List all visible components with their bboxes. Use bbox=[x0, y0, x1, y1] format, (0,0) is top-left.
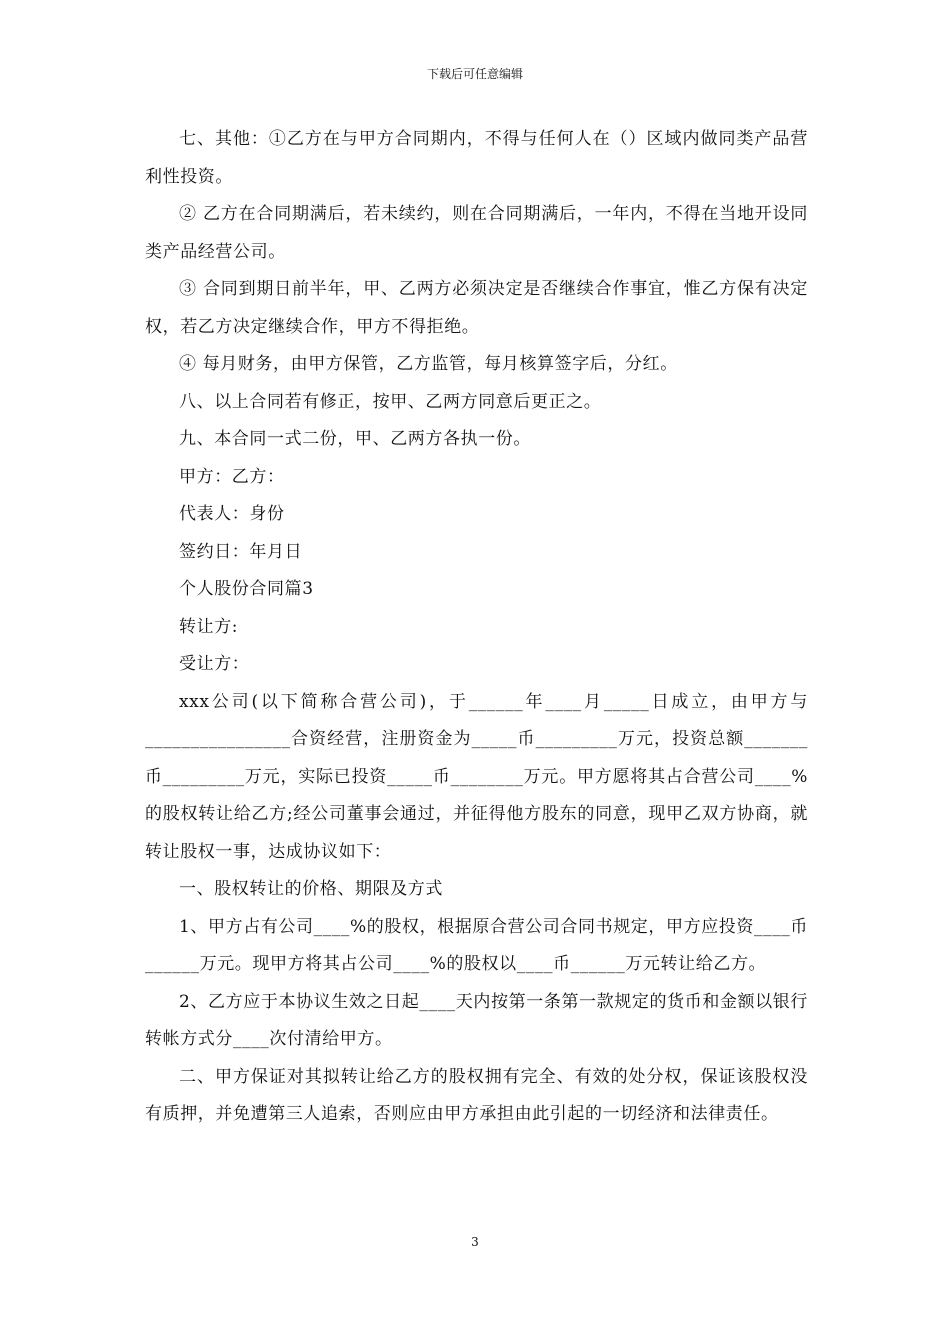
paragraph-clause-9: 九、本合同一式二份，甲、乙两方各执一份。 bbox=[179, 429, 531, 449]
paragraph-clause-1-1: 1、甲方占有公司____%的股权，根据原合营公司合同书规定，甲方应投资____币______万元。现甲方将其占公司____%的股权以____币______万元转让给乙方。 bbox=[145, 916, 808, 974]
page-number: 3 bbox=[471, 1235, 479, 1249]
heading-clause-1: 一、股权转让的价格、期限及方式 bbox=[179, 879, 443, 899]
paragraph-clause-7-4: ④ 每月财务，由甲方保管，乙方监管，每月核算签字后，分红。 bbox=[179, 354, 678, 374]
paragraph-clause-7: 七、其他：①乙方在与甲方合同期内，不得与任何人在（）区域内做同类产品营利性投资。 bbox=[145, 129, 808, 187]
paragraph-clause-7-3: ③ 合同到期日前半年，甲、乙两方必须决定是否继续合作事宜，惟乙方保有决定权，若乙方决定继续合作，甲方不得拒绝。 bbox=[145, 279, 808, 337]
page-header: 下载后可任意编辑 bbox=[426, 67, 523, 81]
transferee-line: 受让方： bbox=[179, 654, 250, 674]
paragraph-clause-1-2: 2、乙方应于本协议生效之日起____天内按第一条第一款规定的货币和金额以银行转帐方式分____次付清给甲方。 bbox=[145, 991, 808, 1049]
transferor-line: 转让方: bbox=[179, 616, 239, 637]
section-title: 个人股份合同篇3 bbox=[179, 579, 314, 599]
paragraph-clause-2: 二、甲方保证对其拟转让给乙方的股权拥有完全、有效的处分权，保证该股权没有质押，并免遭第三人追索，否则应由甲方承担由此引起的一切经济和法律责任。 bbox=[145, 1066, 808, 1124]
paragraph-clause-7-2: ② 乙方在合同期满后，若未续约，则在合同期满后，一年内，不得在当地开设同类产品经营公司。 bbox=[145, 204, 808, 262]
signature-parties: 甲方：乙方： bbox=[179, 466, 285, 487]
document-body bbox=[145, 121, 808, 1134]
paragraph-clause-8: 八、以上合同若有修正，按甲、乙两方同意后更正之。 bbox=[179, 391, 602, 412]
paragraph-preamble: xxx公司(以下简称合营公司)，于______年____月_____日成立，由甲方与________________合资经营，注册资金为_____币_________万元，投资总额_______币_________万元，实际已投资_____币________万元。甲方愿将其占合营公司____%的股权转让给乙方;经公司董事会通过，并征得他方股东的同意，现甲乙双方协商，就转让股权一事，达成协议如下： bbox=[145, 691, 808, 862]
signature-date: 签约日：年月日 bbox=[179, 541, 303, 562]
signature-representative: 代表人：身份 bbox=[179, 504, 285, 524]
